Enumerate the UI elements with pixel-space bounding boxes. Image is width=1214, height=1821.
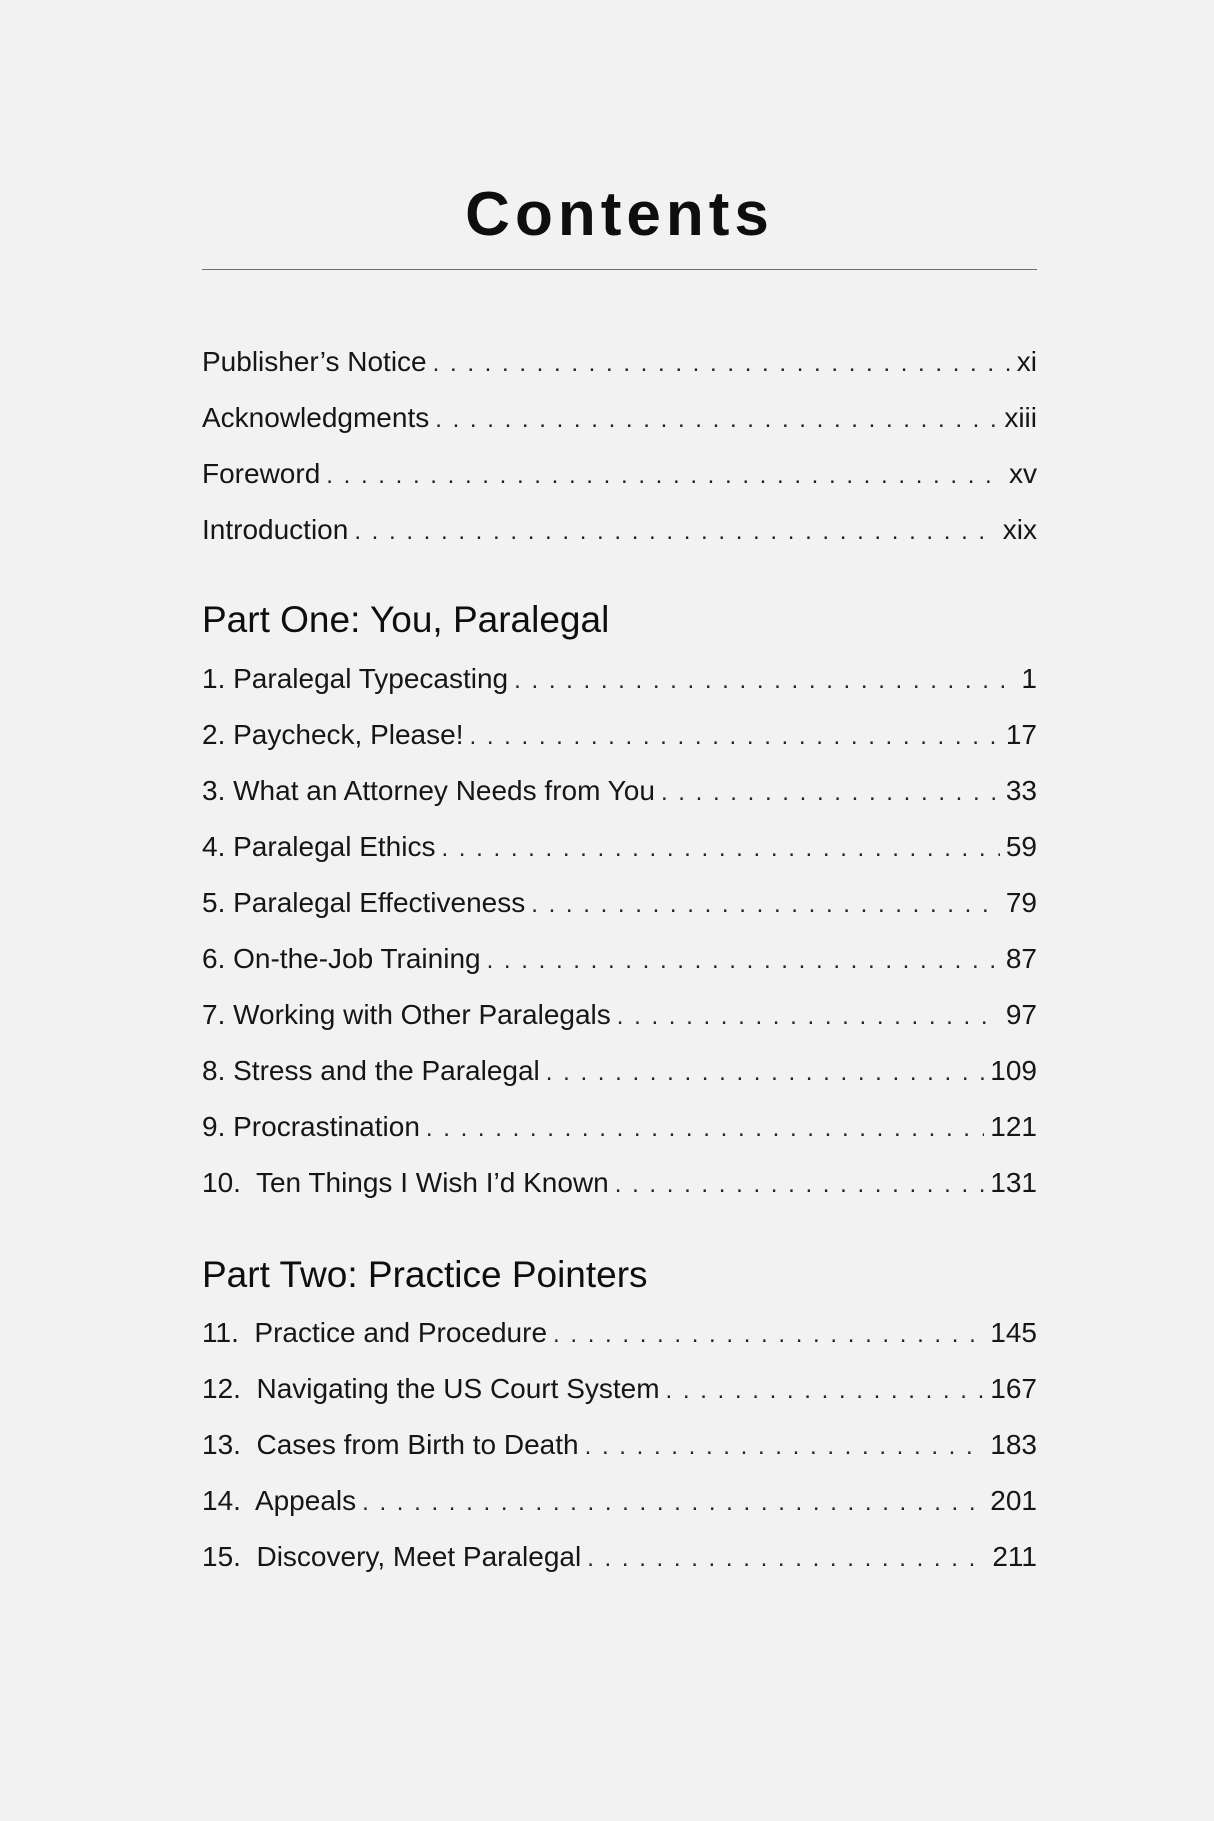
- toc-entry-label: 3. What an Attorney Needs from You: [202, 775, 655, 806]
- toc-entry-label: 15. Discovery, Meet Paralegal: [202, 1541, 582, 1572]
- part-one-heading: Part One: You, Paralegal: [202, 599, 610, 640]
- toc-entry-label: 13. Cases from Birth to Death: [202, 1429, 579, 1460]
- dot-leader: [354, 510, 996, 554]
- toc-entry-acknowledgments[interactable]: [202, 396, 1037, 440]
- toc-entry-chapter-8[interactable]: [202, 1049, 1037, 1093]
- toc-entry-page: xv: [1009, 458, 1037, 489]
- toc-entry-chapter-15[interactable]: [202, 1535, 1037, 1579]
- toc-entry-chapter-5[interactable]: [202, 881, 1037, 925]
- toc-entry-foreword[interactable]: [202, 452, 1037, 496]
- toc-entry-page: 145: [990, 1317, 1037, 1348]
- toc-entry-label: 11. Practice and Procedure: [202, 1317, 548, 1348]
- dot-leader: [514, 659, 1015, 703]
- toc-entry-page: 33: [1005, 775, 1037, 806]
- toc-entry-label: Acknowledgments: [202, 402, 430, 433]
- toc-entry-label: 2. Paycheck, Please!: [202, 719, 464, 750]
- toc-entry-label: Introduction: [202, 514, 349, 545]
- toc-entry-page: 167: [990, 1373, 1037, 1404]
- toc-entry-page: 79: [1005, 887, 1037, 918]
- toc-entry-page: 211: [992, 1541, 1037, 1572]
- toc-entry-page: 17: [1005, 719, 1037, 750]
- toc-entry-chapter-4[interactable]: [202, 825, 1037, 869]
- toc-entry-label: 14. Appeals: [202, 1485, 357, 1516]
- toc-entry-chapter-3[interactable]: [202, 769, 1037, 813]
- dot-leader: [546, 1051, 985, 1095]
- toc-entry-chapter-7[interactable]: [202, 993, 1037, 1037]
- dot-leader: [469, 715, 999, 759]
- toc-entry-label: 7. Working with Other Paralegals: [202, 999, 611, 1030]
- dot-leader: [617, 995, 1000, 1039]
- dot-leader: [362, 1481, 984, 1525]
- toc-entry-label: 12. Navigating the US Court System: [202, 1373, 660, 1404]
- toc-entry-label: 10. Ten Things I Wish I’d Known: [202, 1167, 609, 1198]
- dot-leader: [585, 1425, 985, 1469]
- toc-entry-page: 1: [1021, 663, 1037, 694]
- toc-entry-page: 87: [1005, 943, 1037, 974]
- toc-entry-chapter-2[interactable]: [202, 713, 1037, 757]
- part-two-heading: Part Two: Practice Pointers: [202, 1254, 648, 1295]
- toc-entry-page: xiii: [1004, 402, 1037, 433]
- toc-entry-label: 1. Paralegal Typecasting: [202, 663, 509, 694]
- toc-entry-label: 5. Paralegal Effectiveness: [202, 887, 526, 918]
- toc-entry-label: Publisher’s Notice: [202, 346, 427, 377]
- toc-entry-chapter-10[interactable]: [202, 1161, 1037, 1205]
- dot-leader: [487, 939, 1000, 983]
- dot-leader: [435, 398, 998, 442]
- toc-entry-chapter-14[interactable]: [202, 1479, 1037, 1523]
- toc-entry-label: Foreword: [202, 458, 321, 489]
- toc-entry-chapter-12[interactable]: [202, 1367, 1037, 1411]
- toc-entry-page: 121: [990, 1111, 1037, 1142]
- toc-entry-page: 201: [990, 1485, 1037, 1516]
- dot-leader: [426, 1107, 984, 1151]
- toc-entry-chapter-6[interactable]: [202, 937, 1037, 981]
- toc-entry-page: 109: [990, 1055, 1037, 1086]
- dot-leader: [587, 1537, 986, 1581]
- dot-leader: [433, 342, 1011, 386]
- dot-leader: [661, 771, 1000, 815]
- toc-entry-page: xix: [1002, 514, 1037, 545]
- dot-leader: [441, 827, 999, 871]
- toc-entry-page: 131: [990, 1167, 1037, 1198]
- toc-entry-chapter-11[interactable]: [202, 1311, 1037, 1355]
- dot-leader: [553, 1313, 984, 1357]
- dot-leader: [531, 883, 1000, 927]
- toc-entry-label: 9. Procrastination: [202, 1111, 420, 1142]
- toc-entry-page: 183: [990, 1429, 1037, 1460]
- toc-entry-chapter-1[interactable]: [202, 657, 1037, 701]
- toc-entry-page: 59: [1005, 831, 1037, 862]
- dot-leader: [615, 1163, 985, 1207]
- toc-entry-label: 4. Paralegal Ethics: [202, 831, 436, 862]
- title-divider: [202, 269, 1037, 270]
- toc-entry-chapter-9[interactable]: [202, 1105, 1037, 1149]
- toc-entry-introduction[interactable]: [202, 508, 1037, 552]
- toc-entry-label: 8. Stress and the Paralegal: [202, 1055, 540, 1086]
- toc-entry-page: xi: [1016, 346, 1037, 377]
- toc-entry-page: 97: [1005, 999, 1037, 1030]
- toc-entry-publishers-notice[interactable]: [202, 340, 1037, 384]
- toc-entry-label: 6. On-the-Job Training: [202, 943, 481, 974]
- page-title: Contents: [465, 180, 774, 249]
- toc-entry-chapter-13[interactable]: [202, 1423, 1037, 1467]
- dot-leader: [326, 454, 1003, 498]
- dot-leader: [666, 1369, 985, 1413]
